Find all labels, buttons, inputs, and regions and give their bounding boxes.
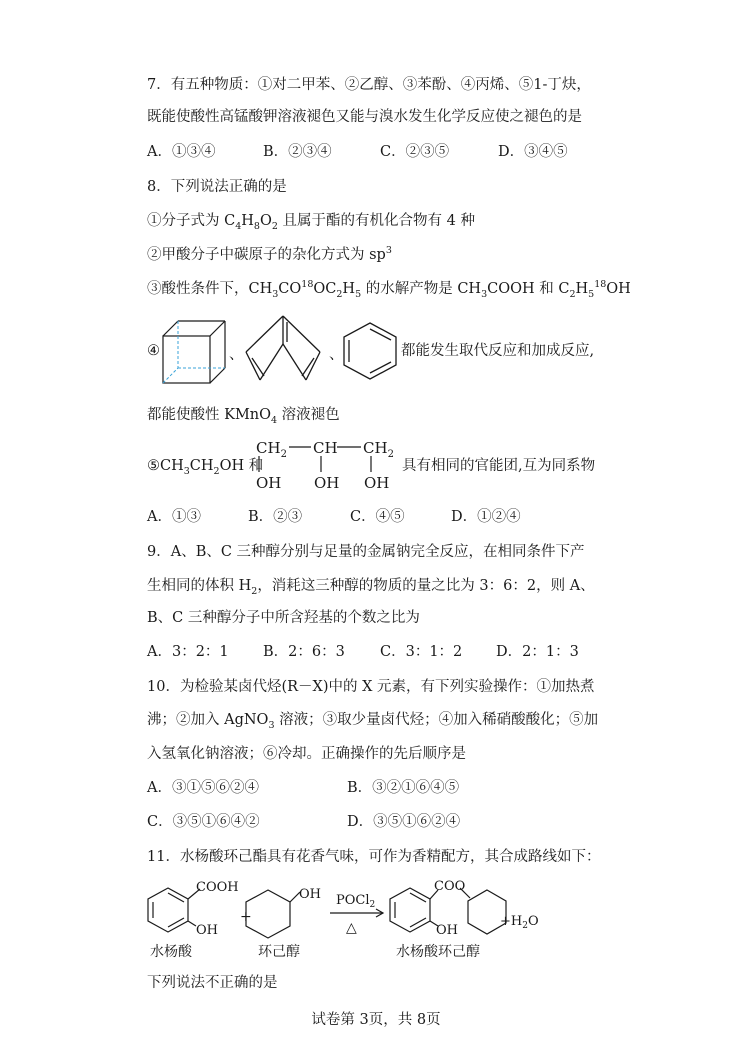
q9-line-3: B、C 三种醇分子中所含羟基的个数之比为	[147, 610, 420, 626]
q8-separator-1: 、	[229, 347, 244, 363]
q8-statement-3: ③酸性条件下，$CH_3CO^{18}OC_2H_5$ 的水解产物是 $CH_3COOH$ 和 $C_2H_5^{18}OH$	[147, 279, 631, 300]
q10-option-d: D．③⑤①⑥②④	[347, 814, 461, 830]
q11-line-1: 11．水杨酸环己酯具有花香气味，可作为香精配方，其合成路线如下：	[147, 849, 601, 865]
q10-option-a: A．③①⑤⑥②④	[147, 780, 259, 796]
q9-line-2: 生相同的体积 $H_2$，消耗这三种醇的物质的量之比为 3：6：2，则 A、	[147, 578, 595, 597]
water-byproduct: $+H_2O$	[500, 914, 539, 931]
benzene-structure-diagram	[340, 320, 400, 382]
heat-symbol: △	[346, 920, 357, 936]
q10-line-3: 入氢氧化钠溶液；⑥冷却。正确操作的先后顺序是	[147, 746, 466, 762]
page-footer: 试卷第 3页，共 8页	[311, 1012, 441, 1028]
q8-statement-4-tail: 都能发生取代反应和加成反应,	[401, 343, 595, 359]
glycerol-oh-2: OH	[314, 474, 340, 492]
q8-statement-1: ①分子式为 $C_4H_8O_2$ 且属于酯的有机化合物有 4 种	[147, 213, 475, 232]
glycerol-c1: $CH_2$	[256, 439, 287, 460]
q10-line-1: 10．为检验某卤代烃(R－X)中的 X 元素，有下列实验操作：①加热煮	[147, 679, 595, 695]
glycerol-oh-1: OH	[256, 474, 282, 492]
synthesis-route-diagram	[140, 874, 560, 962]
salicylic-acid-cooh: COOH	[196, 880, 239, 895]
cube-structure-diagram	[160, 318, 230, 388]
q8-statement-4-marker: ④	[147, 343, 160, 359]
q8-statement-2: ②甲酸分子中碳原子的杂化方式为 $sp^3$	[147, 245, 392, 263]
product-coo: COO	[434, 879, 466, 894]
q8-stem: 8．下列说法正确的是	[147, 179, 287, 195]
q8-option-c: C．④⑤	[350, 509, 405, 525]
salicylic-acid-oh: OH	[196, 923, 218, 938]
q10-option-b: B．③②①⑥④⑤	[347, 780, 460, 796]
q7-line-2: 既能使酸性高锰酸钾溶液褪色又能与溴水发生化学反应使之褪色的是	[147, 109, 582, 125]
q8-option-d: D．①②④	[451, 509, 521, 525]
glycerol-oh-3: OH	[364, 474, 390, 492]
product-oh: OH	[436, 923, 458, 938]
q7-option-d: D．③④⑤	[498, 144, 568, 160]
q7-option-c: C．②③⑤	[380, 144, 450, 160]
q8-separator-2: 、	[329, 347, 344, 363]
q10-option-c: C．③⑤①⑥④②	[147, 814, 260, 830]
q9-option-a: A．3：2：1	[147, 644, 229, 660]
plus-sign: +	[240, 909, 252, 925]
glycerol-c3: $CH_2$	[363, 439, 394, 460]
q8-option-b: B．②③	[248, 509, 303, 525]
q9-option-c: C．3：1：2	[380, 644, 463, 660]
reagent-label: POCl$_2$	[336, 893, 376, 910]
q10-line-2: 沸；②加入 AgNO$_3$ 溶液；③取少量卤代烃；④加入稀硝酸酸化；⑤加	[147, 712, 599, 731]
q11-followup: 下列说法不正确的是	[147, 975, 278, 991]
q7-option-b: B．②③④	[263, 144, 332, 160]
glycerol-c2: CH	[313, 439, 338, 457]
glycerol-structure-diagram	[252, 436, 402, 496]
bicyclic-diene-structure-diagram	[240, 312, 326, 384]
q8-statement-5-tail: 具有相同的官能团,互为同系物	[402, 458, 596, 474]
cyclohexanol-oh: OH	[299, 887, 321, 902]
q9-option-b: B．2：6：3	[263, 644, 345, 660]
q8-option-a: A．①③	[147, 509, 201, 525]
q7-option-a: A．①③④	[147, 144, 216, 160]
product-name: 水杨酸环己醇	[396, 944, 480, 960]
salicylic-acid-name: 水杨酸	[150, 944, 192, 960]
q7-line-1: 7．有五种物质：①对二甲苯、②乙醇、③苯酚、④丙烯、⑤1-丁炔，	[147, 77, 591, 93]
q9-line-1: 9．A、B、C 三种醇分别与足量的金属钠完全反应，在相同条件下产	[147, 544, 585, 560]
cyclohexanol-name: 环己醇	[258, 944, 300, 960]
q8-statement-4-line-2: 都能使酸性 KMnO$_4$ 溶液褪色	[147, 407, 340, 426]
q9-option-d: D．2：1：3	[496, 644, 579, 660]
q8-statement-5: $⑤CH_3CH_2OH$ 和	[147, 458, 264, 477]
